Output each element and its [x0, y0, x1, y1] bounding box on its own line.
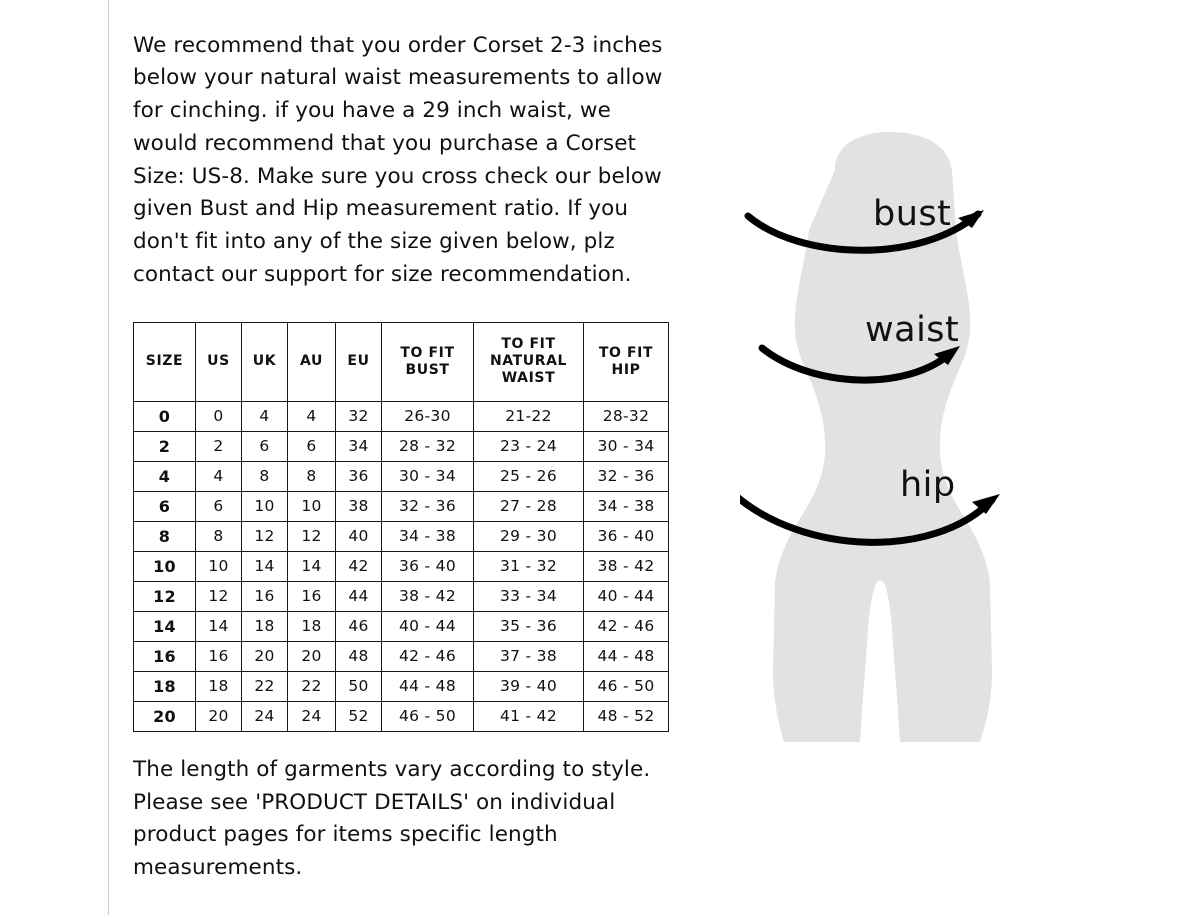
- cell-eu: 34: [336, 431, 382, 461]
- cell-waist: 29 - 30: [474, 521, 584, 551]
- table-row: [134, 581, 669, 611]
- cell-au: 20: [288, 641, 336, 671]
- cell-uk: 6: [242, 431, 288, 461]
- cell-bust: 40 - 44: [382, 611, 474, 641]
- cell-size: 0: [134, 401, 196, 431]
- cell-size: 6: [134, 491, 196, 521]
- column-header-bust: TO FIT BUST: [382, 322, 474, 401]
- cell-size: 14: [134, 611, 196, 641]
- cell-hip: 44 - 48: [584, 641, 669, 671]
- cell-eu: 32: [336, 401, 382, 431]
- column-header-waist: TO FIT NATURAL WAIST: [474, 322, 584, 401]
- cell-au: 10: [288, 491, 336, 521]
- cell-us: 14: [196, 611, 242, 641]
- cell-us: 16: [196, 641, 242, 671]
- cell-waist: 33 - 34: [474, 581, 584, 611]
- table-header: [134, 322, 669, 401]
- cell-us: 4: [196, 461, 242, 491]
- cell-uk: 8: [242, 461, 288, 491]
- cell-bust: 28 - 32: [382, 431, 474, 461]
- cell-uk: 20: [242, 641, 288, 671]
- cell-waist: 41 - 42: [474, 701, 584, 731]
- waist-label: waist: [865, 310, 960, 350]
- column-header-eu: EU: [336, 322, 382, 401]
- cell-size: 2: [134, 431, 196, 461]
- cell-bust: 32 - 36: [382, 491, 474, 521]
- cell-size: 20: [134, 701, 196, 731]
- cell-eu: 44: [336, 581, 382, 611]
- cell-uk: 14: [242, 551, 288, 581]
- cell-size: 4: [134, 461, 196, 491]
- cell-au: 22: [288, 671, 336, 701]
- cell-au: 14: [288, 551, 336, 581]
- cell-hip: 38 - 42: [584, 551, 669, 581]
- table-row: [134, 401, 669, 431]
- cell-au: 24: [288, 701, 336, 731]
- column-header-size: SIZE: [134, 322, 196, 401]
- cell-hip: 46 - 50: [584, 671, 669, 701]
- cell-us: 0: [196, 401, 242, 431]
- cell-us: 10: [196, 551, 242, 581]
- column-header-au: AU: [288, 322, 336, 401]
- left-margin-rule: [108, 0, 109, 915]
- cell-hip: 28-32: [584, 401, 669, 431]
- cell-eu: 36: [336, 461, 382, 491]
- table-row: [134, 641, 669, 671]
- cell-au: 6: [288, 431, 336, 461]
- cell-us: 2: [196, 431, 242, 461]
- cell-waist: 31 - 32: [474, 551, 584, 581]
- cell-bust: 26-30: [382, 401, 474, 431]
- cell-uk: 4: [242, 401, 288, 431]
- cell-waist: 37 - 38: [474, 641, 584, 671]
- cell-bust: 36 - 40: [382, 551, 474, 581]
- cell-eu: 46: [336, 611, 382, 641]
- hip-label: hip: [900, 465, 956, 505]
- cell-waist: 35 - 36: [474, 611, 584, 641]
- cell-au: 8: [288, 461, 336, 491]
- cell-au: 12: [288, 521, 336, 551]
- cell-size: 12: [134, 581, 196, 611]
- table-row: [134, 551, 669, 581]
- table-row: [134, 611, 669, 641]
- cell-uk: 22: [242, 671, 288, 701]
- cell-us: 18: [196, 671, 242, 701]
- cell-eu: 42: [336, 551, 382, 581]
- table-row: [134, 431, 669, 461]
- text-and-table-column: [133, 0, 693, 907]
- cell-eu: 50: [336, 671, 382, 701]
- table-row: [134, 671, 669, 701]
- table-body: [134, 401, 669, 731]
- cell-eu: 40: [336, 521, 382, 551]
- cell-au: 4: [288, 401, 336, 431]
- table-row: [134, 701, 669, 731]
- cell-hip: 34 - 38: [584, 491, 669, 521]
- cell-eu: 48: [336, 641, 382, 671]
- cell-eu: 52: [336, 701, 382, 731]
- outro-paragraph: The length of garments vary according to style. Please see 'PRODUCT DETAILS' on individual product pages for items specific length measurements.: [133, 756, 651, 881]
- cell-size: 10: [134, 551, 196, 581]
- table-row: [134, 491, 669, 521]
- cell-hip: 48 - 52: [584, 701, 669, 731]
- cell-waist: 25 - 26: [474, 461, 584, 491]
- cell-uk: 10: [242, 491, 288, 521]
- table-header-row: [134, 322, 669, 401]
- intro-paragraph: We recommend that you order Corset 2-3 inches below your natural waist measurements to allow for cinching. if you have a 29 inch waist, we would recommend that you purchase a Corset Size: US-8. Make sure you cross check our below given Bust and Hip measurement ratio. If you don't fit into any of the size given below, plz contact our support for size recommendation.: [133, 32, 663, 288]
- cell-eu: 38: [336, 491, 382, 521]
- measurement-figure: [740, 110, 1160, 790]
- column-header-us: US: [196, 322, 242, 401]
- cell-us: 12: [196, 581, 242, 611]
- bust-label: bust: [873, 194, 952, 234]
- cell-size: 8: [134, 521, 196, 551]
- cell-bust: 30 - 34: [382, 461, 474, 491]
- cell-us: 6: [196, 491, 242, 521]
- column-header-hip: TO FIT HIP: [584, 322, 669, 401]
- cell-au: 16: [288, 581, 336, 611]
- cell-au: 18: [288, 611, 336, 641]
- cell-uk: 16: [242, 581, 288, 611]
- cell-bust: 38 - 42: [382, 581, 474, 611]
- size-chart-table: [133, 322, 669, 732]
- cell-waist: 39 - 40: [474, 671, 584, 701]
- table-row: [134, 461, 669, 491]
- cell-hip: 32 - 36: [584, 461, 669, 491]
- cell-hip: 42 - 46: [584, 611, 669, 641]
- cell-bust: 46 - 50: [382, 701, 474, 731]
- cell-bust: 44 - 48: [382, 671, 474, 701]
- cell-uk: 18: [242, 611, 288, 641]
- cell-hip: 40 - 44: [584, 581, 669, 611]
- cell-us: 20: [196, 701, 242, 731]
- cell-bust: 34 - 38: [382, 521, 474, 551]
- table-row: [134, 521, 669, 551]
- cell-hip: 36 - 40: [584, 521, 669, 551]
- cell-size: 18: [134, 671, 196, 701]
- cell-hip: 30 - 34: [584, 431, 669, 461]
- cell-bust: 42 - 46: [382, 641, 474, 671]
- cell-uk: 24: [242, 701, 288, 731]
- cell-us: 8: [196, 521, 242, 551]
- cell-waist: 21-22: [474, 401, 584, 431]
- cell-uk: 12: [242, 521, 288, 551]
- cell-waist: 27 - 28: [474, 491, 584, 521]
- column-header-uk: UK: [242, 322, 288, 401]
- cell-size: 16: [134, 641, 196, 671]
- cell-waist: 23 - 24: [474, 431, 584, 461]
